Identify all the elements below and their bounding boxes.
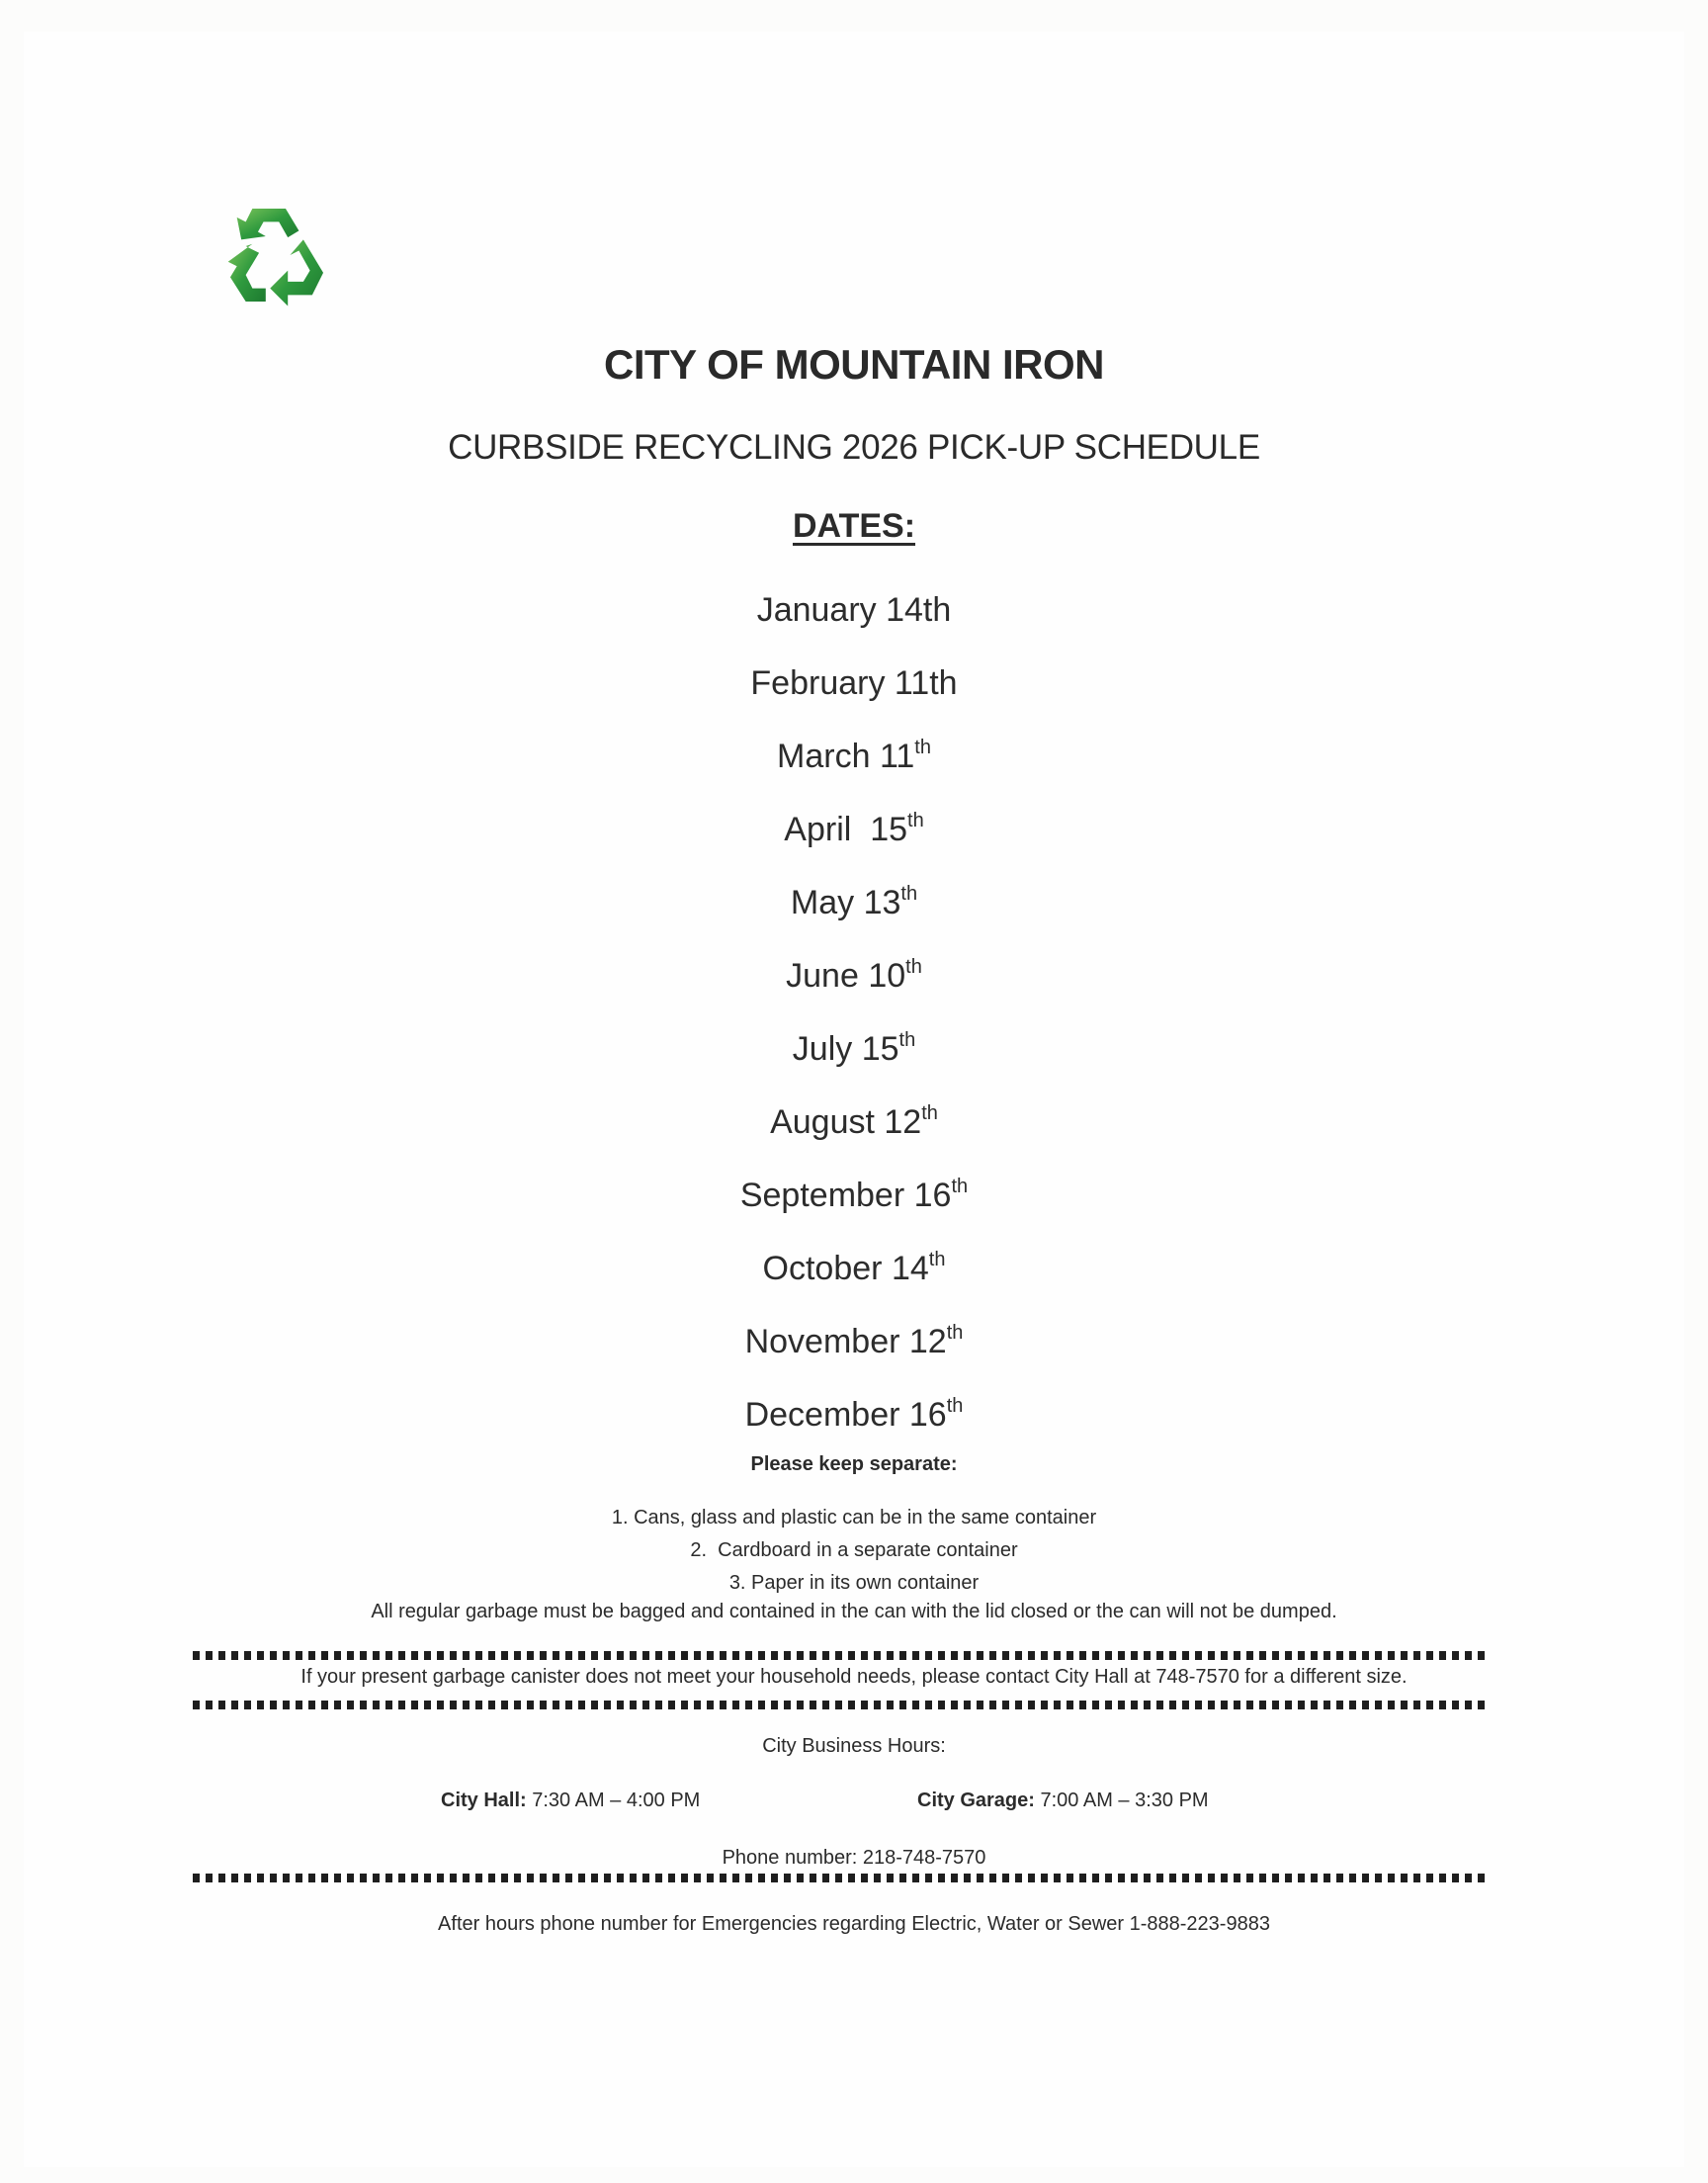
- pickup-date: May 13th: [790, 883, 918, 921]
- pickup-date: November 12th: [744, 1322, 964, 1360]
- pickup-date: June 10th: [786, 956, 922, 995]
- after-hours-emergency: After hours phone number for Emergencies regarding Electric, Water or Sewer 1-888-223-9883: [438, 1913, 1270, 1935]
- pickup-date: December 16th: [744, 1395, 964, 1434]
- dotted-divider: [193, 1874, 1490, 1882]
- pickup-dates-list: [0, 573, 1708, 1451]
- pickup-date: October 14th: [762, 1249, 946, 1287]
- sorting-rules: [0, 1502, 1708, 1600]
- pickup-date: April 15th: [784, 810, 924, 848]
- business-hours-heading: City Business Hours:: [762, 1735, 946, 1757]
- rule-item: 1. Cans, glass and plastic can be in the same container: [611, 1507, 1097, 1528]
- city-garage-hours: City Garage: 7:00 AM – 3:30 PM: [917, 1790, 1209, 1811]
- rule-item: 3. Paper in its own container: [728, 1572, 980, 1594]
- dotted-divider: [193, 1651, 1490, 1660]
- recycling-icon: [219, 200, 334, 310]
- phone-number: Phone number: 218-748-7570: [722, 1847, 986, 1869]
- rule-item: 2. Cardboard in a separate container: [690, 1539, 1018, 1561]
- separate-heading: Please keep separate:: [750, 1453, 958, 1475]
- canister-notice: If your present garbage canister does not meet your household needs, please contact City Hall at 748-7570 for a different size.: [300, 1666, 1408, 1688]
- garbage-notice: All regular garbage must be bagged and contained in the can with the lid closed or the can will not be dumped.: [371, 1601, 1337, 1622]
- pickup-date: August 12th: [770, 1102, 938, 1141]
- page-subtitle: CURBSIDE RECYCLING 2026 PICK-UP SCHEDULE: [448, 428, 1260, 467]
- pickup-date: February 11th: [750, 664, 958, 702]
- pickup-date: September 16th: [739, 1176, 969, 1214]
- pickup-date: January 14th: [756, 591, 952, 629]
- dates-heading: DATES:: [792, 507, 916, 545]
- pickup-date: March 11th: [777, 737, 931, 775]
- city-hall-hours: City Hall: 7:30 AM – 4:00 PM: [441, 1790, 701, 1811]
- dotted-divider: [193, 1701, 1490, 1709]
- page-title: CITY OF MOUNTAIN IRON: [604, 341, 1104, 388]
- pickup-date: July 15th: [792, 1029, 916, 1068]
